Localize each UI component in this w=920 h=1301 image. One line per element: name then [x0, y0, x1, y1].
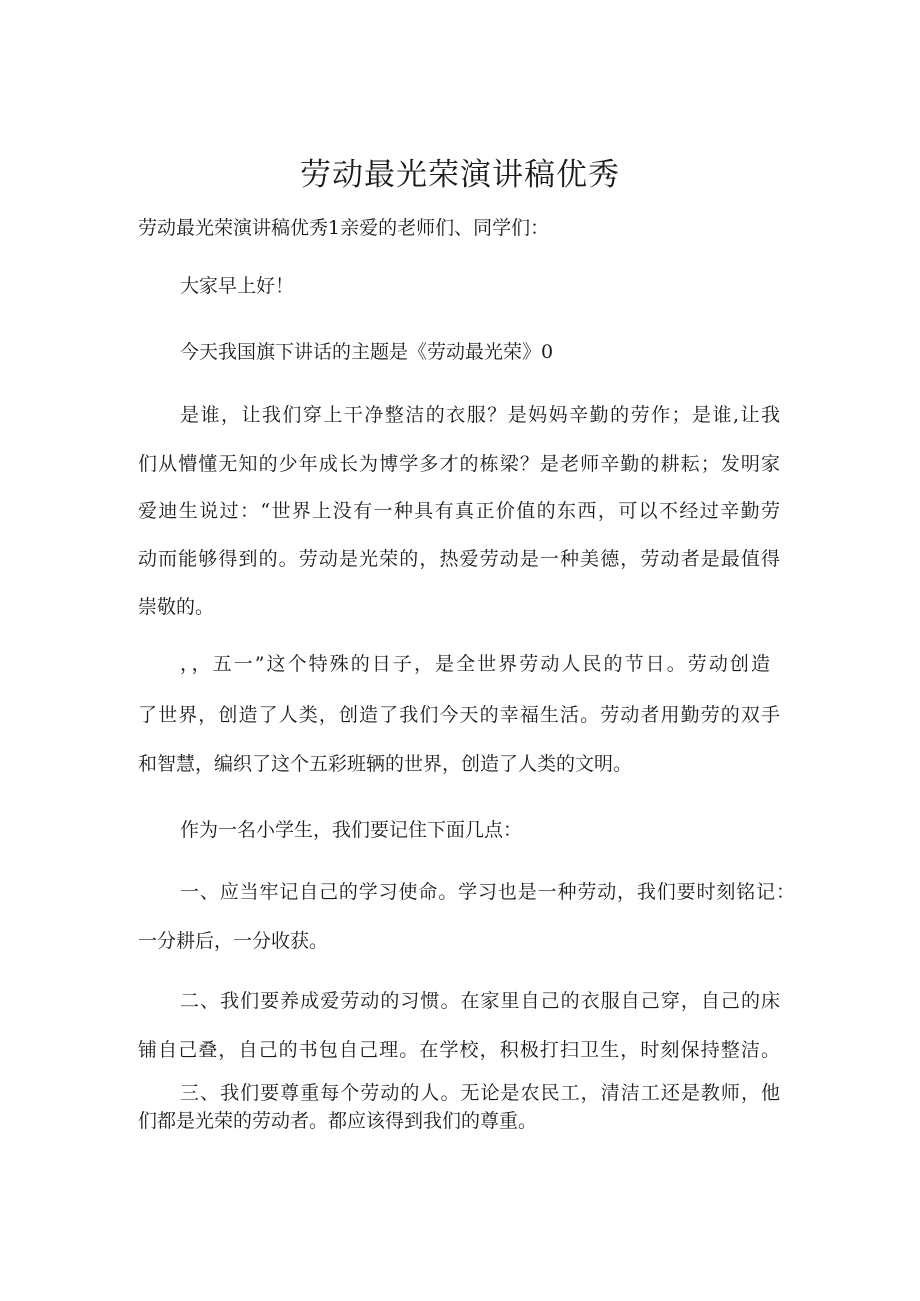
paragraph-2-line-3: 和智慧，编织了这个五彩班辆的世界，创造了人类的文明。: [138, 753, 633, 775]
point-3-line-2: 们都是光荣的劳动者。都应该得到我们的尊重。: [138, 1110, 538, 1132]
paragraph-1-line-5: 崇敬的。: [138, 596, 215, 618]
greeting-line: 大家早上好！: [180, 275, 295, 297]
point-2-line-1: 二、我们要养成爱劳动的习惯。在家里自己的衣服自己穿，自己的床: [180, 990, 780, 1012]
document-title: 劳动最光荣演讲稿优秀: [300, 157, 620, 193]
point-1-line-2: 一分耕后，一分收获。: [138, 930, 329, 952]
topic-line: 今天我国旗下讲话的主题是《劳动最光荣》0: [180, 341, 554, 363]
point-2-line-2: 铺自己叠，自己的书包自己理。在学校，积极打扫卫生，时刻保持整洁。: [138, 1039, 780, 1061]
point-1-line-1: 一、应当牢记自己的学习使命。学习也是一种劳动，我们要时刻铭记：: [180, 881, 795, 903]
paragraph-1-line-3: 爱迪生说过：“世界上没有一种具有真正价值的东西，可以不经过辛勤劳: [138, 500, 780, 522]
paragraph-2-line-1: ，，五一”这个特殊的日子，是全世界劳动人民的节日。劳动创造: [180, 653, 770, 675]
paragraph-2-line-2: 了世界，创造了人类，创造了我们今天的幸福生活。劳动者用勤劳的双手: [138, 704, 780, 726]
points-intro-line: 作为一名小学生，我们要记住下面几点：: [180, 819, 523, 841]
paragraph-1-line-1: 是谁，让我们穿上干净整洁的衣服？是妈妈辛勤的劳作；是谁,让我: [180, 404, 780, 426]
salutation-line: 劳动最光荣演讲稿优秀1亲爱的老师们、同学们：: [138, 217, 550, 239]
paragraph-1-line-2: 们从懵懂无知的少年成长为博学多才的栋梁？是老师辛勤的耕耘；发明家: [138, 453, 780, 475]
point-3-line-1: 三、我们要尊重每个劳动的人。无论是农民工，清洁工还是教师，他: [180, 1082, 780, 1104]
paragraph-1-line-4: 动而能够得到的。劳动是光荣的，热爱劳动是一种美德，劳动者是最值得: [138, 548, 780, 570]
